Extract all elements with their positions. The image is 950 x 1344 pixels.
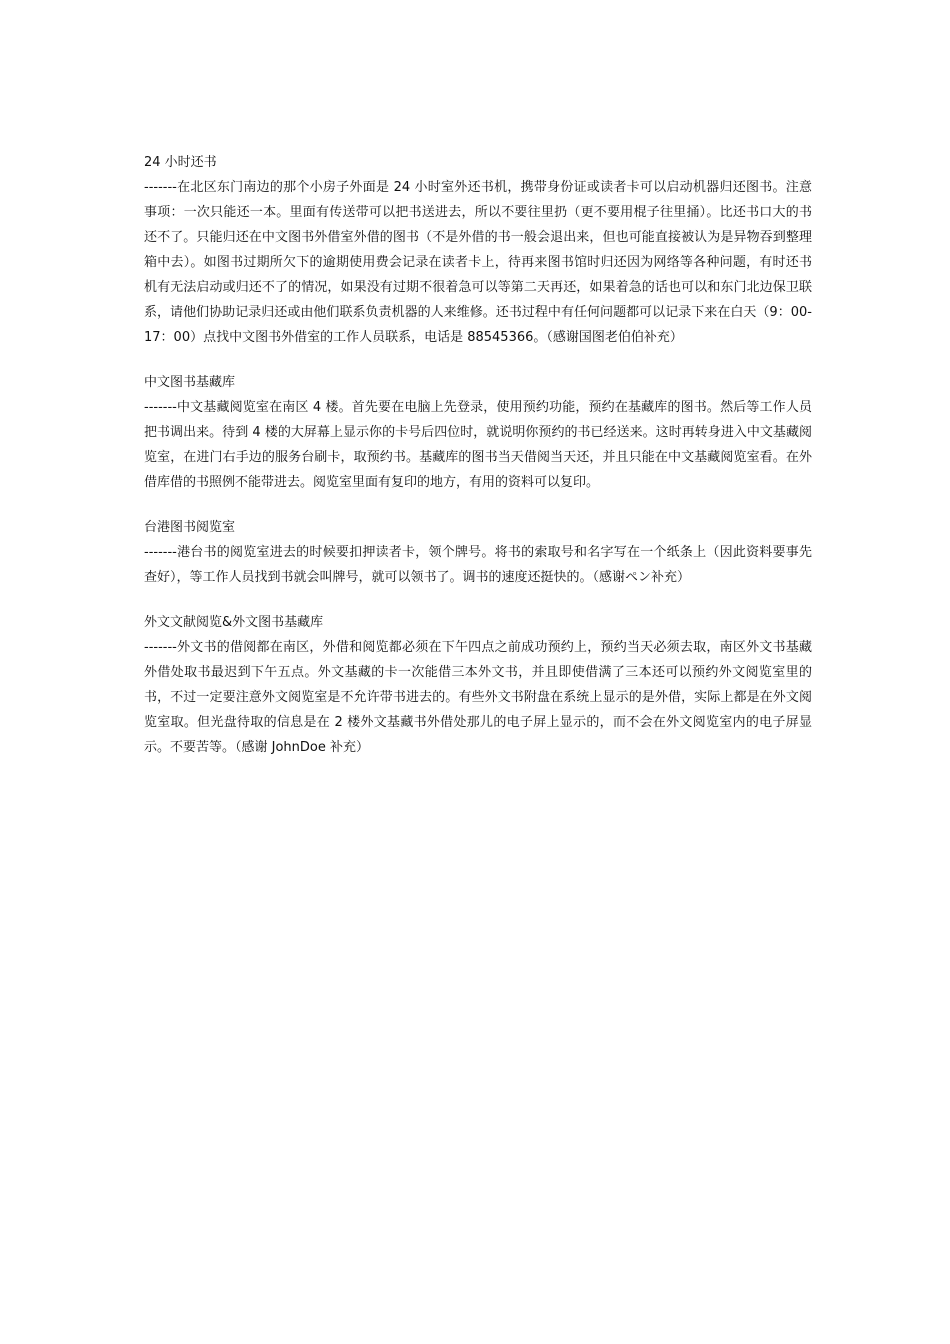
section-title: 中文图书基藏库 [144,375,236,390]
section-chinese-stack [144,370,812,495]
section-title: 台港图书阅览室 [144,520,236,535]
document-page [144,150,812,780]
section-body: -------在北区东门南边的那个小房子外面是 24 小时室外还书机，携带身份证或读者卡可以启动机器归还图书。注意事项：一次只能还一本。里面有传送带可以把书送进去，所以不要往里扔（更不要用棍子往里捅）。比还书口大的书还不了。只能归还在中文图书外借室外借的图书（不是外借的书一般会退出来，但也可能直接被认为是异物吞到整理箱中去）。如图书过期所欠下的逾期使用费会记录在读者卡上，待再来图书馆时归还因为网络等各种问题，有时还书机有无法启动或归还不了的情况，如果没有过期不很着急可以等第二天再还，如果着急的话也可以和东门北边保卫联系，请他们协助记录归还或由他们联系负责机器的人来维修。还书过程中有任何问题都可以记录下来在白天（9：00-17：00）点找中文图书外借室的工作人员联系，电话是 88545366。（感谢国图老伯伯补充） [144,180,812,345]
section-body: -------中文基藏阅览室在南区 4 楼。首先要在电脑上先登录，使用预约功能，预约在基藏库的图书。然后等工作人员把书调出来。待到 4 楼的大屏幕上显示你的卡号后四位时，就说明你预约的书已经送来。这时再转身进入中文基藏阅览室，在进门右手边的服务台刷卡，取预约书。基藏库的图书当天借阅当天还，并且只能在中文基藏阅览室看。在外借库借的书照例不能带进去。阅览室里面有复印的地方，有用的资料可以复印。 [144,400,812,490]
section-foreign-literature [144,610,812,760]
section-title: 外文文献阅览&外文图书基藏库 [144,615,324,630]
section-24h-return [144,150,812,350]
section-body: -------外文书的借阅都在南区，外借和阅览都必须在下午四点之前成功预约上，预约当天必须去取，南区外文书基藏外借处取书最迟到下午五点。外文基藏的卡一次能借三本外文书，并且即使借满了三本还可以预约外文阅览室里的书，不过一定要注意外文阅览室是不允许带书进去的。有些外文书附盘在系统上显示的是外借，实际上都是在外文阅览室取。但光盘待取的信息是在 2 楼外文基藏书外借处那儿的电子屏上显示的，而不会在外文阅览室内的电子屏显示。不要苦等。（感谢 JohnDoe 补充） [144,640,812,755]
section-body: -------港台书的阅览室进去的时候要扣押读者卡，领个牌号。将书的索取号和名字写在一个纸条上（因此资料要事先查好），等工作人员找到书就会叫牌号，就可以领书了。调书的速度还挺快的。（感谢ペン补充） [144,545,812,585]
section-title: 24 小时还书 [144,155,217,170]
section-hk-taiwan-reading-room [144,515,812,590]
